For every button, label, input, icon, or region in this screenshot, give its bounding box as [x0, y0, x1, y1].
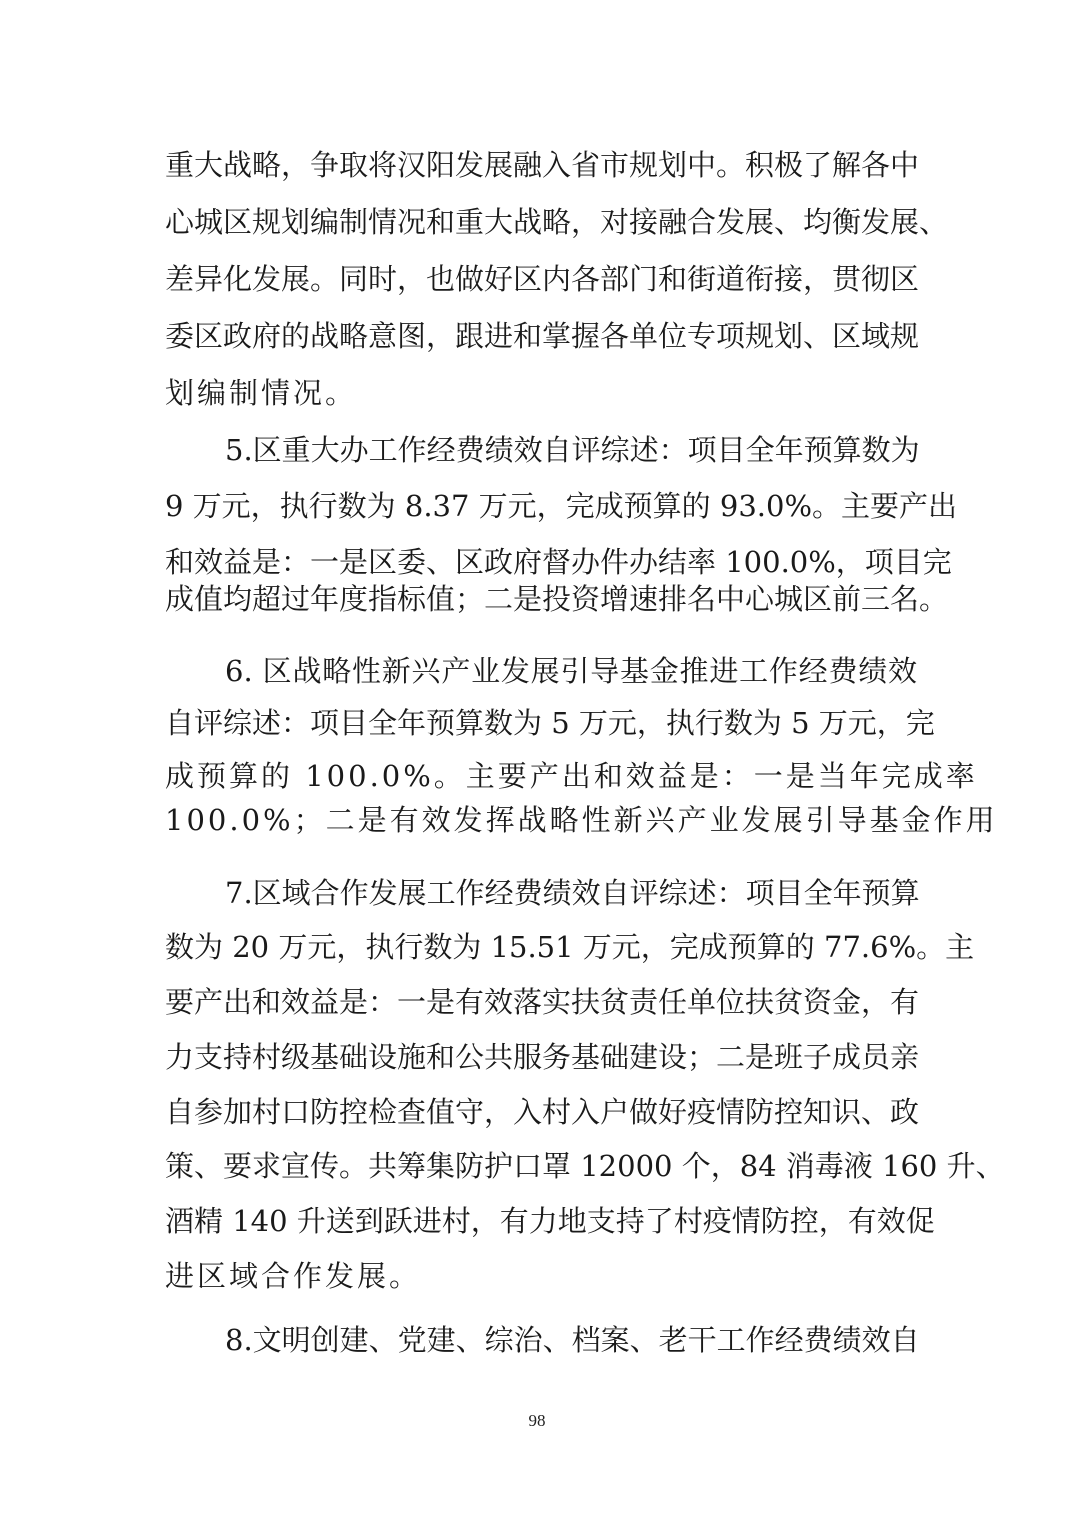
- text-line: 心城区规划编制情况和重大战略，对接融合发展、均衡发展、: [165, 205, 949, 239]
- text-line: 自参加村口防控检查值守，入村入户做好疫情防控知识、政: [165, 1095, 920, 1129]
- text-line: 和效益是：一是区委、区政府督办件办结率 100.0%，项目完: [165, 545, 952, 579]
- text-line: 委区政府的战略意图，跟进和掌握各单位专项规划、区域规: [165, 319, 920, 353]
- text-line: 自评综述：项目全年预算数为 5 万元，执行数为 5 万元，完: [165, 706, 935, 740]
- paragraph-first-line: 8.文明创建、党建、综治、档案、老干工作经费绩效自: [225, 1323, 920, 1357]
- text-line: 酒精 140 升送到跃进村，有力地支持了村疫情防控，有效促: [165, 1204, 935, 1238]
- page-number: 98: [528, 1411, 546, 1430]
- paragraph-first-line: 6. 区战略性新兴产业发展引导基金推进工作经费绩效: [225, 654, 917, 688]
- text-line: 策、要求宣传。共筹集防护口罩 12000 个，84 消毒液 160 升、: [165, 1149, 1005, 1183]
- paragraph-first-line: 5.区重大办工作经费绩效自评综述：项目全年预算数为: [225, 433, 920, 467]
- text-line: 成预算的 100.0%。主要产出和效益是：一是当年完成率: [165, 759, 978, 793]
- text-line: 进区域合作发展。: [165, 1259, 422, 1293]
- text-line: 划编制情况。: [165, 376, 358, 410]
- text-line: 力支持村级基础设施和公共服务基础建设；二是班子成员亲: [165, 1040, 920, 1074]
- text-line: 数为 20 万元，执行数为 15.51 万元，完成预算的 77.6%。主: [165, 930, 975, 964]
- text-line: 重大战略，争取将汉阳发展融入省市规划中。积极了解各中: [165, 148, 920, 182]
- paragraph-first-line: 7.区域合作发展工作经费绩效自评综述：项目全年预算: [225, 876, 920, 910]
- text-line: 差异化发展。同时，也做好区内各部门和街道衔接，贯彻区: [165, 262, 920, 296]
- text-line: 要产出和效益是：一是有效落实扶贫责任单位扶贫资金，有: [165, 985, 920, 1019]
- text-line: 100.0%；二是有效发挥战略性新兴产业发展引导基金作用: [165, 803, 998, 837]
- text-line: 9 万元，执行数为 8.37 万元，完成预算的 93.0%。主要产出: [165, 489, 958, 523]
- text-line: 成值均超过年度指标值；二是投资增速排名中心城区前三名。: [165, 582, 949, 616]
